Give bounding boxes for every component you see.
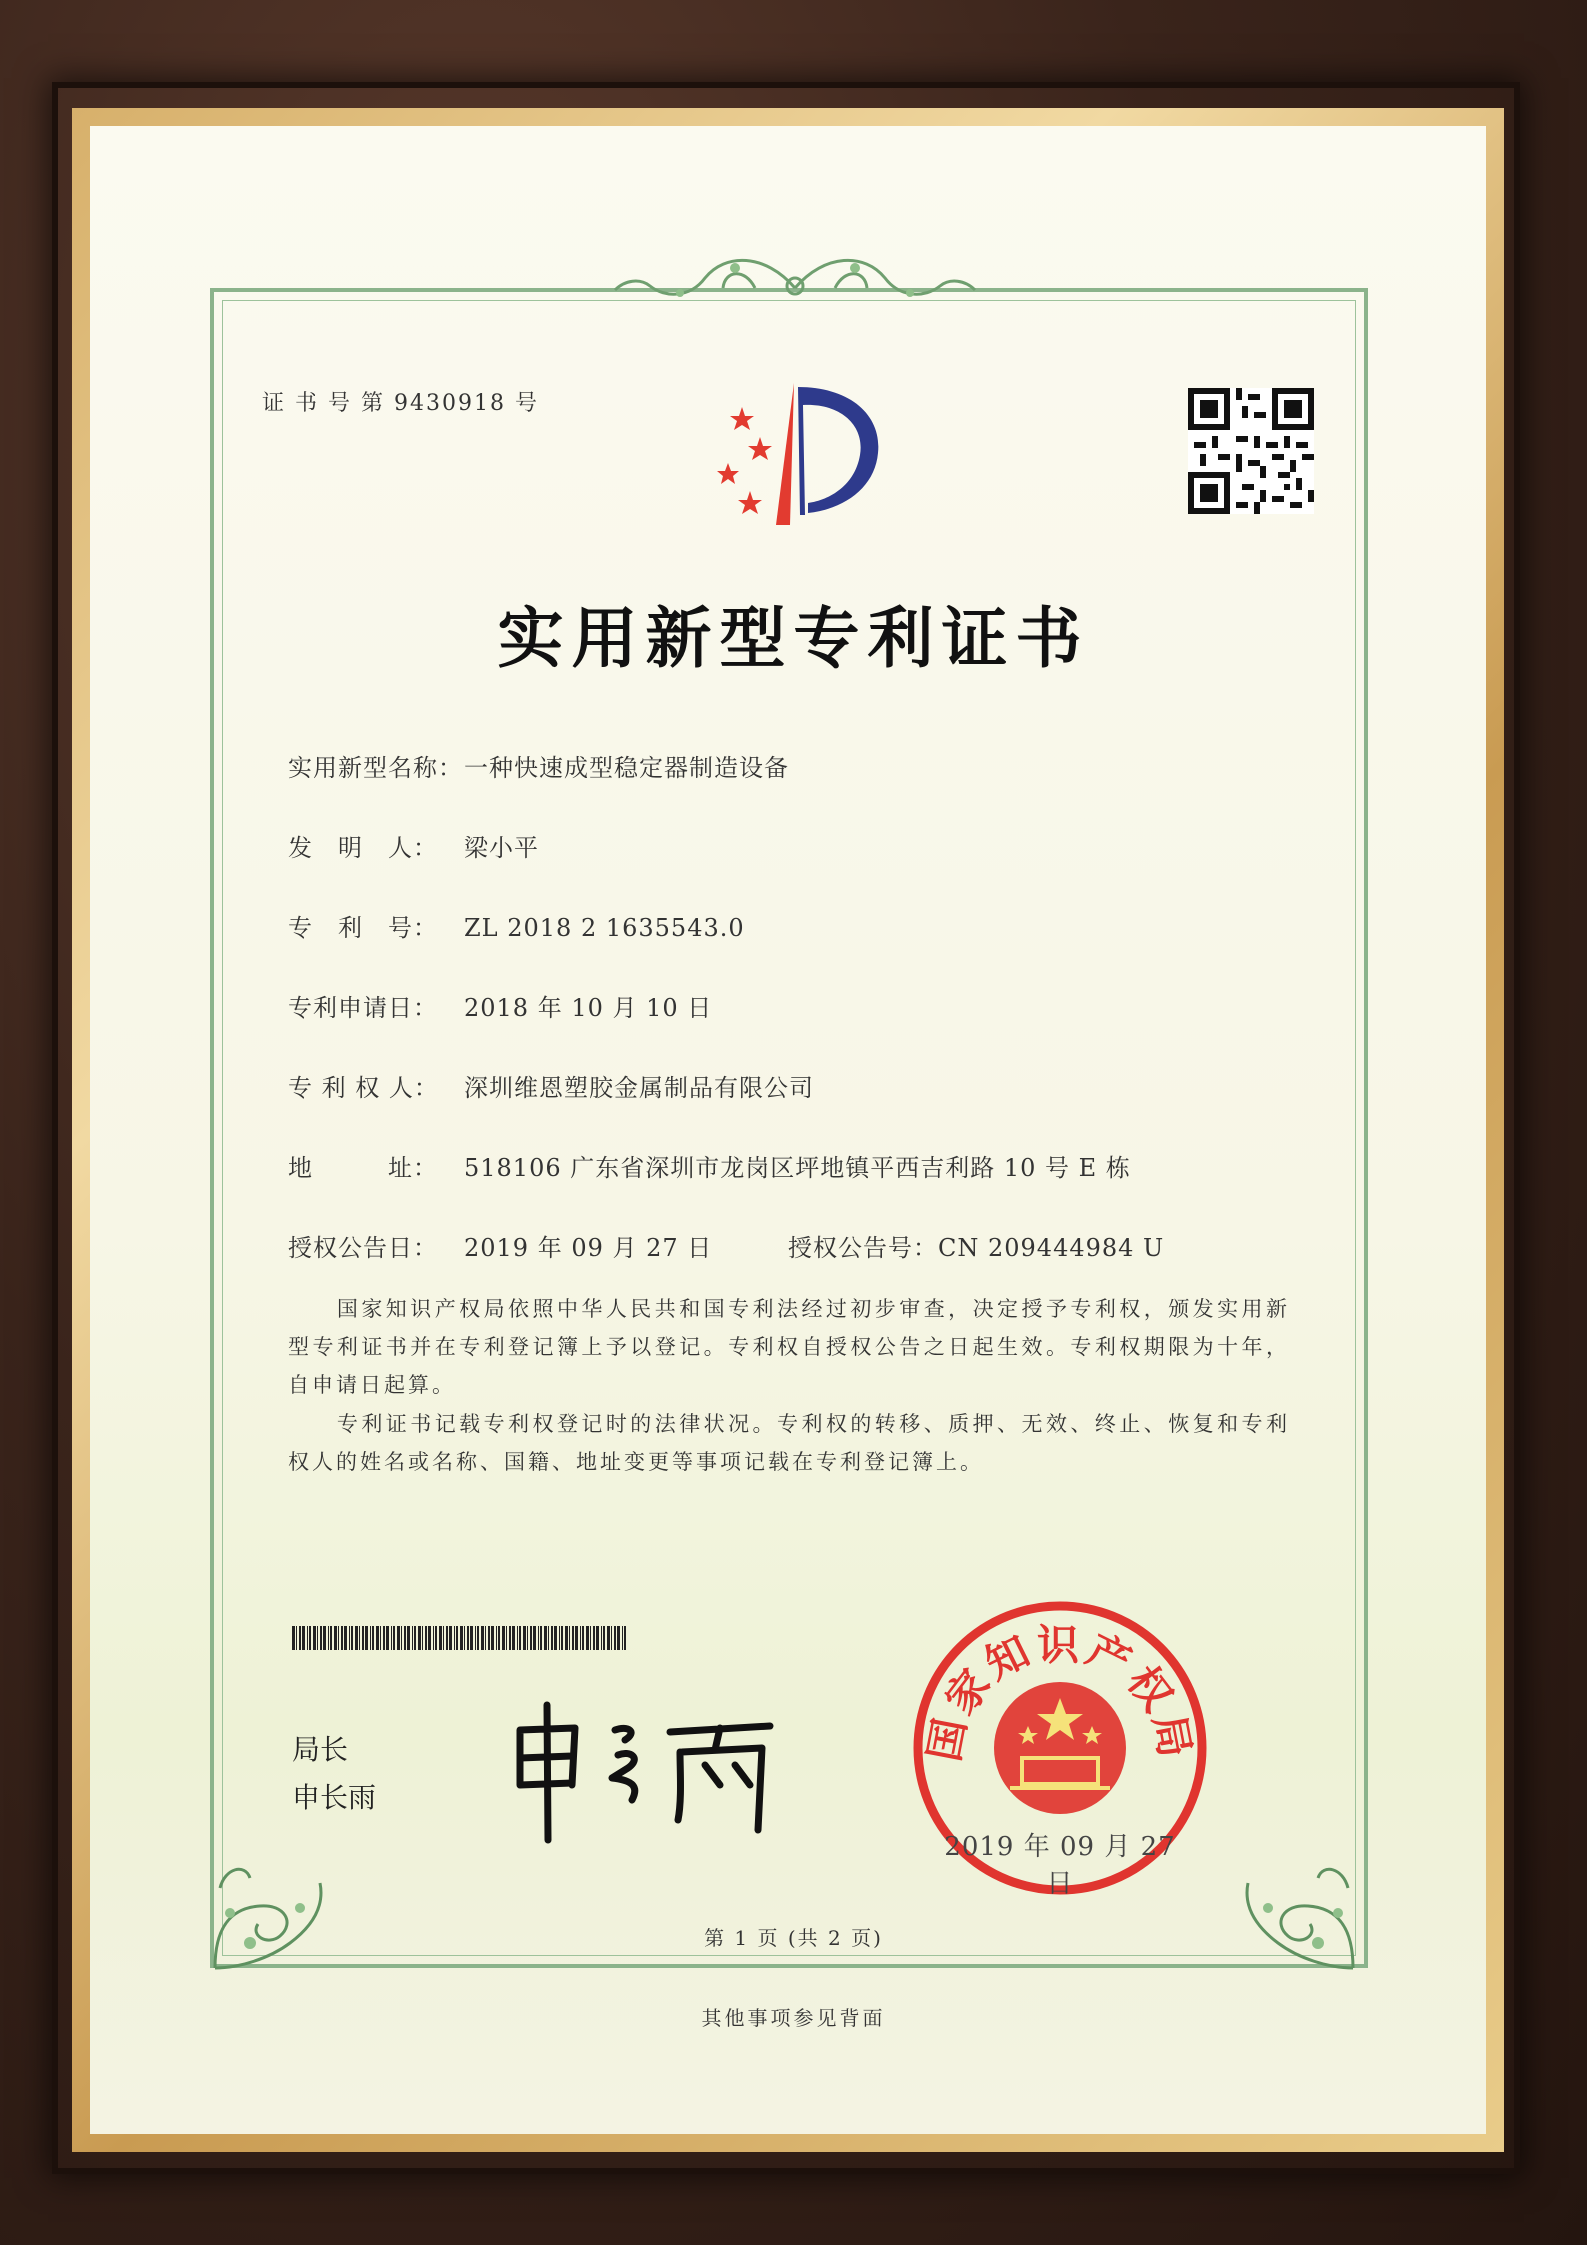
barcode-bar (313, 1626, 316, 1650)
barcode-bar (517, 1626, 518, 1650)
field-value: 一种快速成型稳定器制造设备 (464, 754, 789, 782)
director-title: 局长 (292, 1733, 349, 1766)
barcode-bar (533, 1626, 536, 1650)
barcode-bar (475, 1626, 476, 1650)
barcode-bar (485, 1626, 486, 1650)
field-grant-announcement-date (288, 1228, 712, 1263)
corner-ornament-right-icon (1218, 1828, 1368, 1978)
field-utility-model-name (288, 748, 789, 783)
barcode-bar (386, 1626, 389, 1650)
certificate-title: 实用新型专利证书 (497, 599, 1090, 677)
barcode-bar (460, 1626, 463, 1650)
field-label: 专 利 号： (288, 914, 438, 942)
barcode-bar (401, 1626, 402, 1650)
barcode-bar (502, 1626, 505, 1650)
field-value: 梁小平 (464, 834, 539, 862)
barcode-bar (292, 1626, 295, 1650)
barcode-bar (548, 1626, 549, 1650)
barcode-bar (607, 1626, 610, 1650)
field-label: 授权公告号： (788, 1234, 938, 1262)
barcode-bar (509, 1626, 511, 1650)
barcode-bar (344, 1626, 347, 1650)
barcode-bar (328, 1626, 329, 1650)
barcode-bar (624, 1626, 626, 1650)
barcode-bar (498, 1626, 500, 1650)
barcode-bar (477, 1626, 479, 1650)
field-label: 专利申请日： (288, 994, 438, 1022)
field-value: 深圳维恩塑胶金属制品有限公司 (464, 1074, 814, 1102)
barcode-bar (456, 1626, 458, 1650)
barcode-bar (372, 1626, 374, 1650)
barcode-bar (307, 1626, 308, 1650)
field-label: 实用新型名称： (288, 754, 463, 782)
barcode-bar (428, 1626, 431, 1650)
barcode-bar (383, 1626, 385, 1650)
barcode-bar (481, 1626, 484, 1650)
field-label: 发 明 人： (288, 834, 438, 862)
back-note: 其他事项参见背面 (701, 2006, 886, 2030)
barcode-bar (380, 1626, 381, 1650)
barcode-bar (330, 1626, 332, 1650)
barcode-bar (320, 1626, 322, 1650)
barcode-bar (572, 1626, 574, 1650)
barcode-bar (590, 1626, 591, 1650)
barcode-bar (341, 1626, 343, 1650)
notice-paragraph-2: 专利证书记载专利权登记时的法律状况。专利权的转移、质押、无效、终止、恢复和专利权人的姓名或名称、国籍、地址变更等事项记载在专利登记簿上。 (288, 1412, 1290, 1474)
barcode-bar (467, 1626, 469, 1650)
barcode-bar (580, 1626, 581, 1650)
barcode-bar (527, 1626, 528, 1650)
barcode-bar (351, 1626, 353, 1650)
barcode-bar (593, 1626, 595, 1650)
barcode-bar (418, 1626, 421, 1650)
barcode-bar (614, 1626, 616, 1650)
barcode-bar (299, 1626, 301, 1650)
barcode-bar (302, 1626, 305, 1650)
barcode-bar (586, 1626, 589, 1650)
barcode-bar (425, 1626, 427, 1650)
barcode-bar (414, 1626, 416, 1650)
barcode-bar (407, 1626, 410, 1650)
barcode-bar (349, 1626, 350, 1650)
field-address (288, 1148, 1131, 1183)
page-number: 第 1 页 (共 2 页) (704, 1926, 883, 1950)
barcode-bar (561, 1626, 563, 1650)
barcode-bar (435, 1626, 437, 1650)
barcode-bar (554, 1626, 557, 1650)
barcode-bar (540, 1626, 542, 1650)
field-value: 518106 广东省深圳市龙岗区坪地镇平西吉利路 10 号 E 栋 (464, 1154, 1131, 1182)
barcode-bar (506, 1626, 507, 1650)
seal-date: 2019 年 09 月 27 日 (944, 1832, 1176, 1899)
corner-ornament-left-icon (200, 1828, 350, 1978)
barcode-bar (376, 1626, 379, 1650)
barcode-bar (575, 1626, 578, 1650)
top-ornament-icon (595, 248, 995, 318)
barcode-bar (439, 1626, 442, 1650)
barcode-bar (603, 1626, 605, 1650)
barcode-bar (404, 1626, 406, 1650)
barcode-bar (422, 1626, 423, 1650)
barcode-bar (464, 1626, 465, 1650)
barcode-icon (292, 1626, 628, 1650)
field-label: 地 址： (288, 1154, 438, 1182)
field-patent-number (288, 908, 745, 943)
field-inventor (288, 828, 539, 863)
barcode-bar (449, 1626, 452, 1650)
barcode-bar (519, 1626, 521, 1650)
barcode-bar (359, 1626, 360, 1650)
notice-paragraph-1: 国家知识产权局依照中华人民共和国专利法经过初步审查，决定授予专利权，颁发实用新型专利证书并在专利登记簿上予以登记。专利权自授权公告之日起生效。专利权期限为十年，自申请日起算。 (288, 1297, 1290, 1397)
barcode-bar (582, 1626, 584, 1650)
barcode-bar (391, 1626, 392, 1650)
svg-text:国家知识产权局: 国家知识产权局 (919, 1620, 1201, 1766)
signature-icon (500, 1690, 800, 1850)
barcode-bar (412, 1626, 413, 1650)
barcode-bar (617, 1626, 620, 1650)
field-value: 2018 年 10 月 10 日 (464, 994, 713, 1022)
barcode-bar (559, 1626, 560, 1650)
field-application-date (288, 988, 712, 1023)
barcode-bar (323, 1626, 326, 1650)
certificate-number: 证 书 号 第 9430918 号 (262, 391, 539, 416)
barcode-bar (355, 1626, 358, 1650)
barcode-bar (338, 1626, 339, 1650)
barcode-bar (470, 1626, 473, 1650)
barcode-bar (491, 1626, 494, 1650)
barcode-bar (622, 1626, 623, 1650)
barcode-bar (569, 1626, 570, 1650)
barcode-bar (565, 1626, 568, 1650)
field-label: 专 利 权 人： (288, 1074, 439, 1102)
field-label: 授权公告日： (288, 1234, 438, 1262)
barcode-bar (362, 1626, 364, 1650)
field-value: CN 209444984 U (938, 1234, 1165, 1262)
barcode-bar (393, 1626, 395, 1650)
field-patentee (288, 1068, 814, 1103)
barcode-bar (601, 1626, 602, 1650)
qr-code-icon (1188, 388, 1314, 514)
director-name: 申长雨 (292, 1781, 377, 1814)
barcode-bar (296, 1626, 297, 1650)
barcode-bar (488, 1626, 490, 1650)
barcode-bar (523, 1626, 526, 1650)
barcode-bar (551, 1626, 553, 1650)
barcode-bar (370, 1626, 371, 1650)
barcode-bar (544, 1626, 547, 1650)
barcode-bar (530, 1626, 532, 1650)
cnipa-logo-icon (690, 375, 890, 535)
barcode-bar (446, 1626, 448, 1650)
barcode-bar (334, 1626, 337, 1650)
barcode-bar (397, 1626, 400, 1650)
field-value: 2019 年 09 月 27 日 (464, 1234, 713, 1262)
barcode-bar (317, 1626, 318, 1650)
barcode-bar (596, 1626, 599, 1650)
barcode-bar (454, 1626, 455, 1650)
field-value: ZL 2018 2 1635543.0 (464, 914, 745, 942)
barcode-bar (512, 1626, 515, 1650)
barcode-bar (443, 1626, 444, 1650)
barcode-bar (433, 1626, 434, 1650)
barcode-bar (365, 1626, 368, 1650)
barcode-bar (309, 1626, 311, 1650)
field-grant-announcement-number (788, 1228, 1164, 1263)
barcode-bar (538, 1626, 539, 1650)
barcode-bar (611, 1626, 612, 1650)
barcode-bar (496, 1626, 497, 1650)
